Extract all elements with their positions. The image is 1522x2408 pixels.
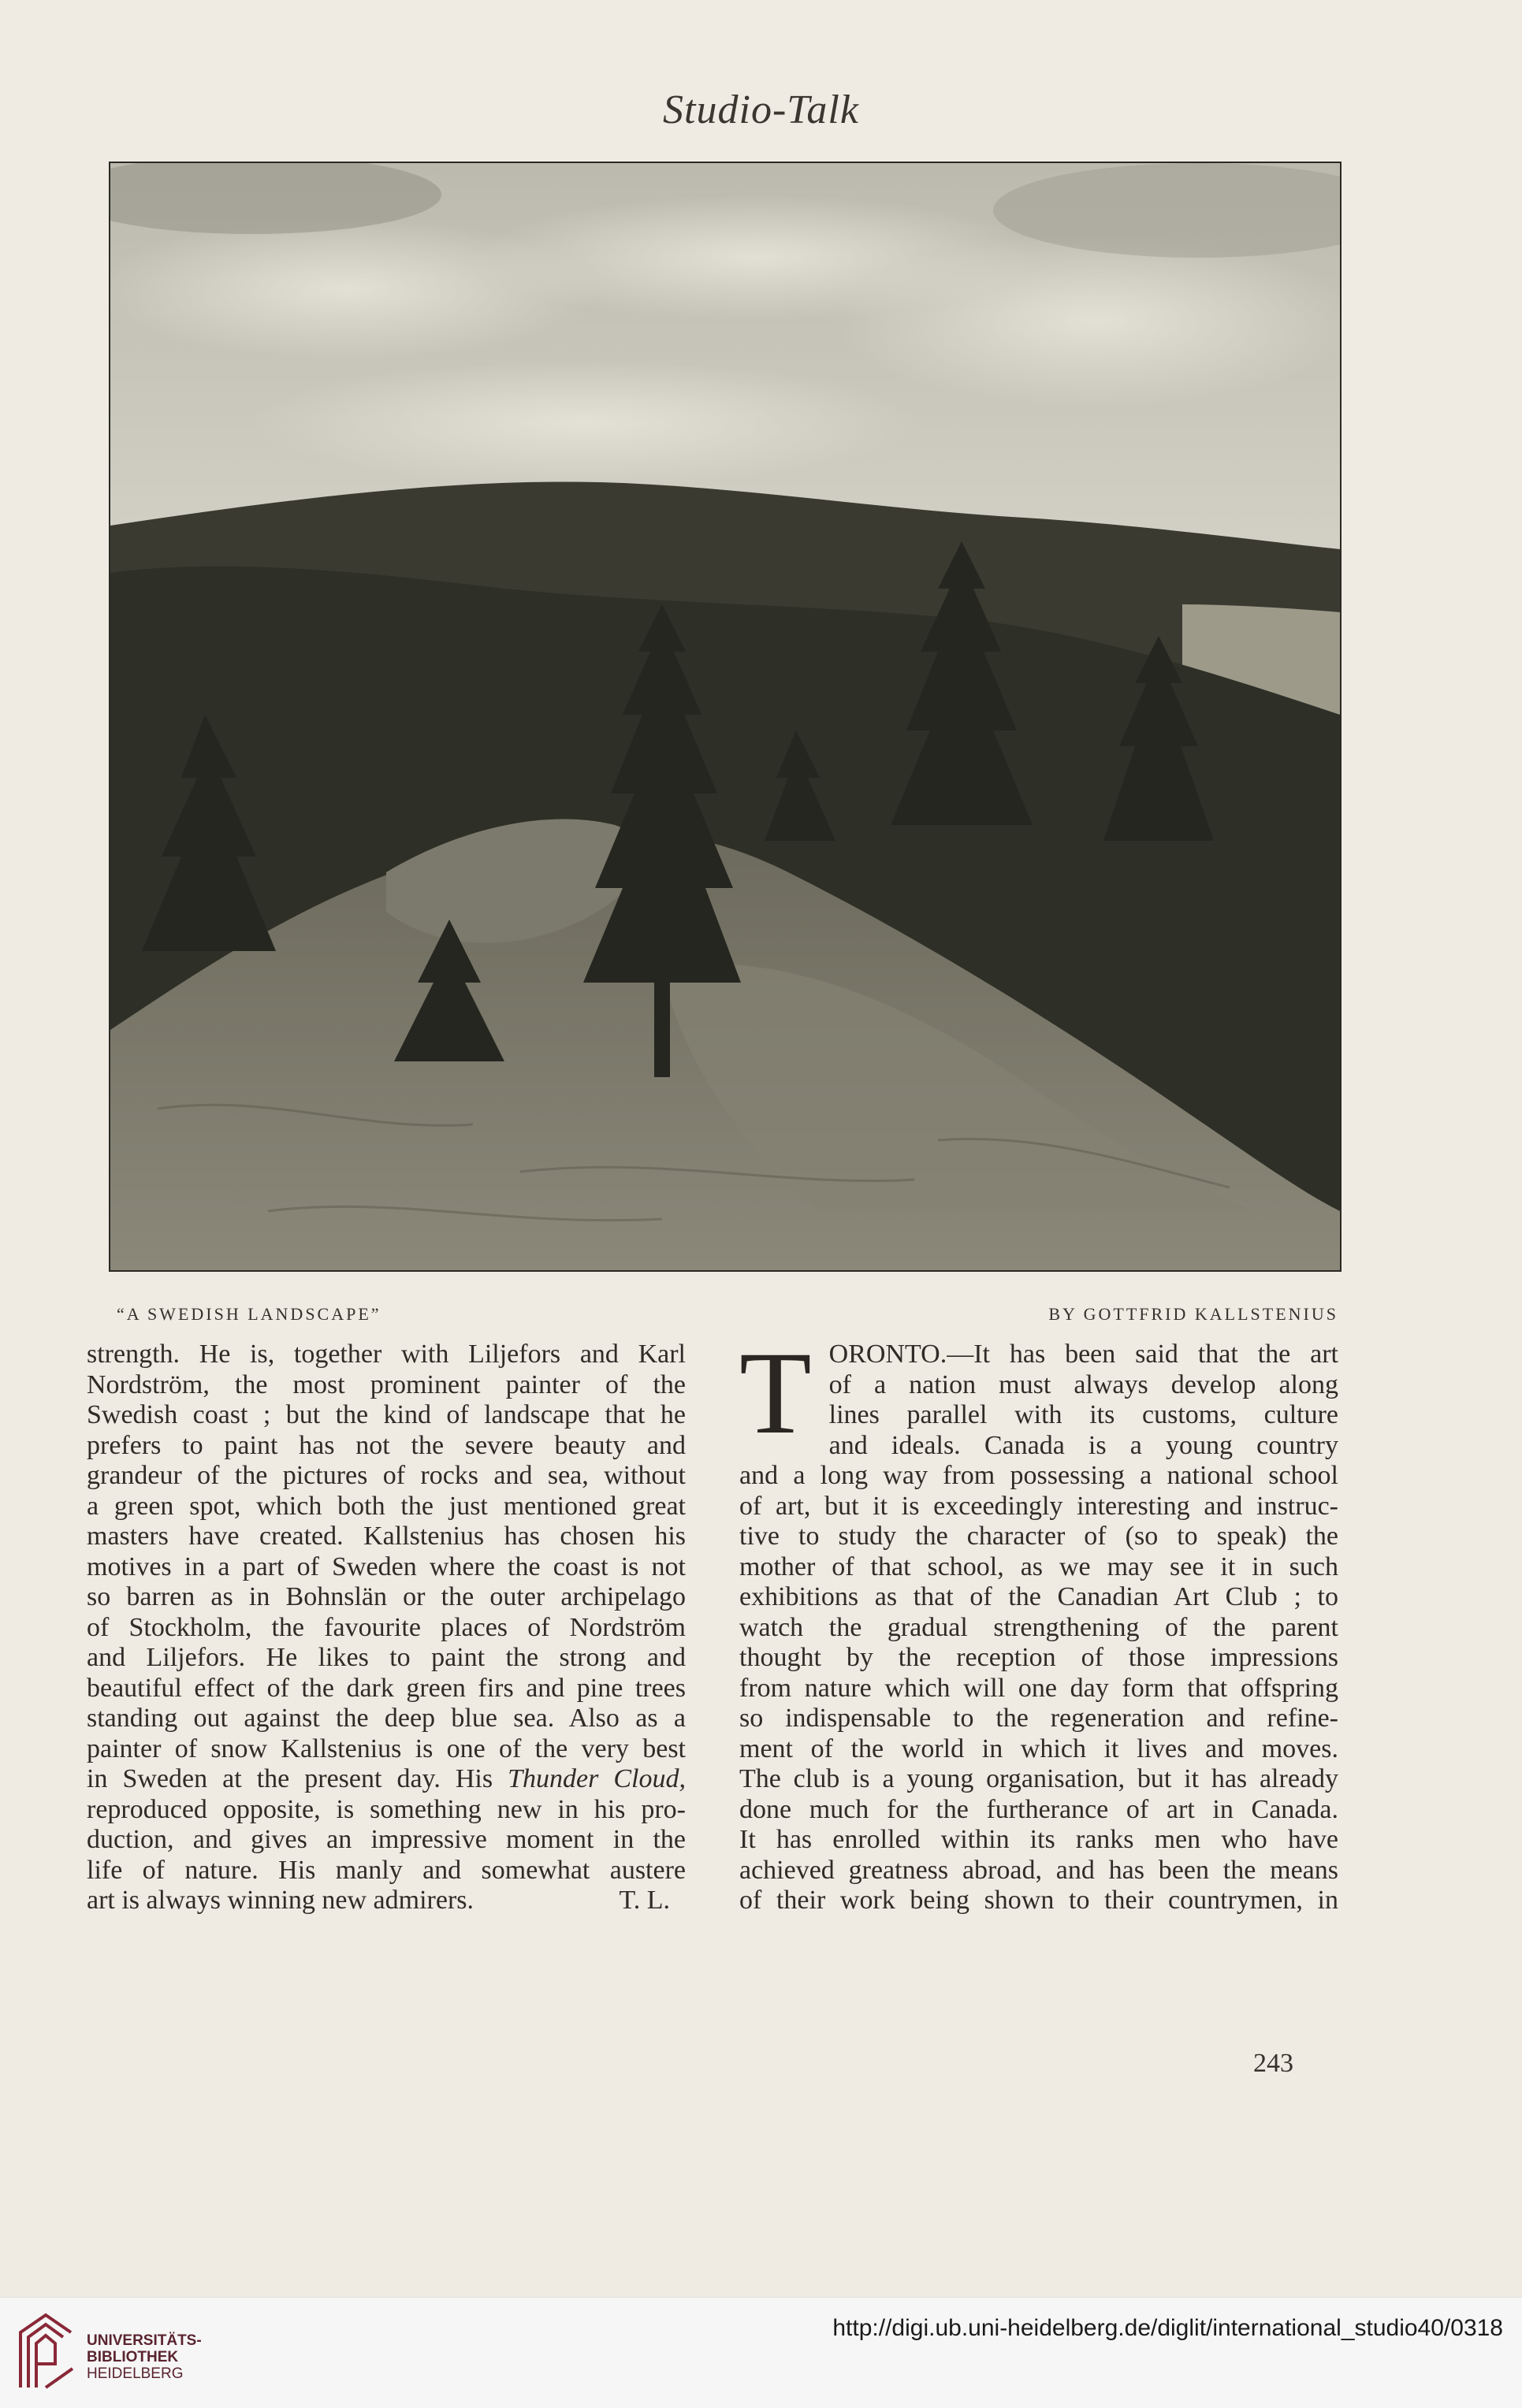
- text-fragment: in Sweden at the present day. His: [87, 1764, 493, 1793]
- text-line: masters have created. Kallstenius has chosen his: [87, 1522, 686, 1551]
- text-line: and Liljefors. He likes to paint the strong and: [87, 1643, 686, 1672]
- text-line: achieved greatness abroad, and has been the means: [739, 1855, 1338, 1885]
- right-column: [739, 1328, 1338, 1916]
- text-line-last: [87, 1886, 686, 1916]
- text-line: thought by the reception of those impressions: [739, 1643, 1338, 1672]
- caption-title: “A SWEDISH LANDSCAPE”: [117, 1304, 381, 1324]
- text-line: of art, but it is exceedingly interesting and instruc-: [739, 1491, 1338, 1521]
- logo-line: HEIDELBERG: [87, 2365, 184, 2382]
- text-line: of Stockholm, the favourite places of Nordström: [87, 1612, 686, 1642]
- text-line: exhibitions as that of the Canadian Art Club ; to: [739, 1582, 1338, 1611]
- text-line: watch the gradual strengthening of the parent: [739, 1612, 1338, 1642]
- text-line: so indispensable to the regeneration and refine-: [739, 1704, 1338, 1733]
- text-line: painter of snow Kallstenius is one of the very best: [87, 1734, 686, 1763]
- text-line: strength. He is, together with Liljefors and Karl: [87, 1340, 686, 1369]
- italic-title: Thunder Cloud,: [508, 1764, 687, 1793]
- landscape-plate: [109, 162, 1342, 1272]
- text-line: so barren as in Bohnslän or the outer archipelago: [87, 1582, 686, 1611]
- text-line: prefers to paint has not the severe beauty and: [87, 1430, 686, 1460]
- source-url-link[interactable]: http://digi.ub.uni-heidelberg.de/diglit/international_studio40/0318: [832, 2315, 1503, 2341]
- drop-cap: T: [739, 1328, 812, 1459]
- last-line-text: art is always winning new admirers.: [87, 1886, 474, 1915]
- text-line: Nordström, the most prominent painter of the: [87, 1369, 686, 1399]
- text-line: lines parallel with its customs, culture: [828, 1400, 1338, 1429]
- text-line: mother of that school, as we may see it in such: [739, 1551, 1338, 1581]
- text-line: of a nation must always develop along: [828, 1369, 1338, 1399]
- text-line: ment of the world in which it lives and moves.: [739, 1734, 1338, 1763]
- author-signature: T. L.: [619, 1886, 670, 1915]
- text-line: from nature which will one day form that offspring: [739, 1673, 1338, 1703]
- text-line: tive to study the character of (so to speak) the: [739, 1522, 1338, 1551]
- text-line: [87, 1764, 686, 1795]
- text-line: and a long way from possessing a national school: [739, 1461, 1338, 1490]
- text-line: grandeur of the pictures of rocks and sea, without: [87, 1461, 686, 1490]
- page-number: 243: [1253, 2049, 1293, 2078]
- text-line: Swedish coast ; but the kind of landscape that he: [87, 1400, 686, 1429]
- library-logo-text: [87, 2332, 202, 2382]
- logo-line: UNIVERSITÄTS-: [87, 2332, 202, 2349]
- text-line: life of nature. His manly and somewhat austere: [87, 1855, 686, 1885]
- library-logo-icon: [14, 2309, 79, 2395]
- text-line: The club is a young organisation, but it has already: [739, 1764, 1338, 1793]
- running-head: Studio-Talk: [663, 87, 859, 132]
- text-line: beautiful effect of the dark green firs and pine trees: [87, 1673, 686, 1703]
- text-line: standing out against the deep blue sea. Also as a: [87, 1704, 686, 1733]
- text-line: duction, and gives an impressive moment in the: [87, 1825, 686, 1854]
- landscape-painting: [110, 163, 1340, 1270]
- caption-artist: BY GOTTFRID KALLSTENIUS: [1048, 1304, 1338, 1324]
- text-line: and ideals. Canada is a young country: [828, 1430, 1338, 1460]
- left-column: [87, 1340, 686, 1916]
- logo-line: BIBLIOTHEK: [87, 2349, 179, 2365]
- text-line: done much for the furtherance of art in Canada.: [739, 1794, 1338, 1824]
- text-line: a green spot, which both the just mentioned great: [87, 1491, 686, 1521]
- text-line: reproduced opposite, is something new in his pro-: [87, 1794, 686, 1824]
- text-line: of their work being shown to their countrymen, in: [739, 1886, 1338, 1915]
- text-line: ORONTO.—It has been said that the art: [828, 1340, 1338, 1369]
- library-footer: [0, 2297, 1522, 2408]
- text-line: It has enrolled within its ranks men who have: [739, 1825, 1338, 1854]
- text-line: motives in a part of Sweden where the coast is not: [87, 1551, 686, 1581]
